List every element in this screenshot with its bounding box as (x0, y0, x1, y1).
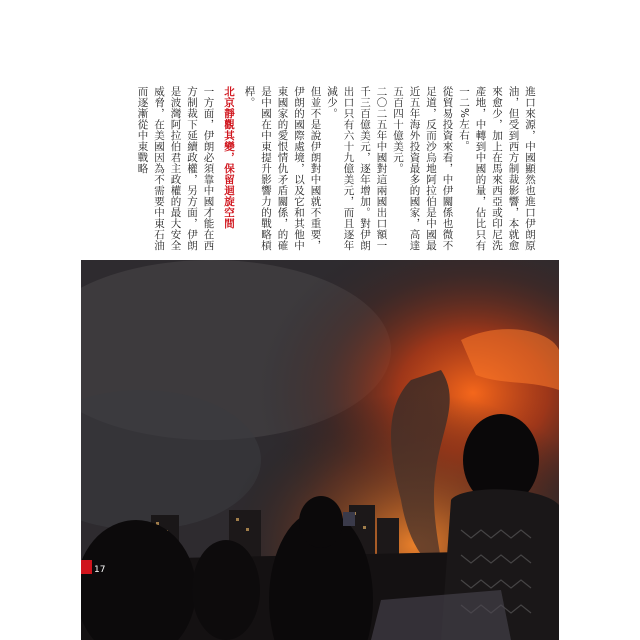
page-marker (81, 560, 92, 574)
section-heading: 北京靜觀其變，保留迴旋空間 (223, 86, 235, 229)
page-number: 17 (94, 565, 106, 575)
article-paragraph: 一方面，伊朗必須靠中國才能在西方制裁下延續政權，另方面，伊朗是波灣阿拉伯君主政權的最大安全威脅，在美國因為不需要中東石油而逐漸從中東戰略 (136, 86, 215, 251)
news-photo (81, 260, 559, 640)
photo-illustration (81, 260, 559, 640)
article-paragraph: 二〇二五年中國對這兩國出口額一千三百億美元，逐年增加。對伊朗出口只有六十九億美元，而且逐年減少。 (326, 86, 388, 251)
article-paragraph: 從貿易投資來看，中伊關係也微不足道，反而沙烏地阿拉伯是中國最近五年海外投資最多的國家，高達五百四十億美元。 (392, 86, 454, 251)
article-paragraph: 進口來源，中國顯然也進口伊朗原油，但受到西方制裁影響，本就愈來愈少，加上在馬來西亞或印尼洗產地，中轉到中國的量，佔比只有一二%左右。 (458, 86, 536, 251)
article-body (108, 86, 538, 256)
article-paragraph: 但並不是說伊朗對中國就不重要，伊朗的國際處境，以及它和其他中東國家的愛恨情仇矛盾關係，的確是中國在中東提升影響力的戰略槓桿。 (243, 86, 322, 251)
